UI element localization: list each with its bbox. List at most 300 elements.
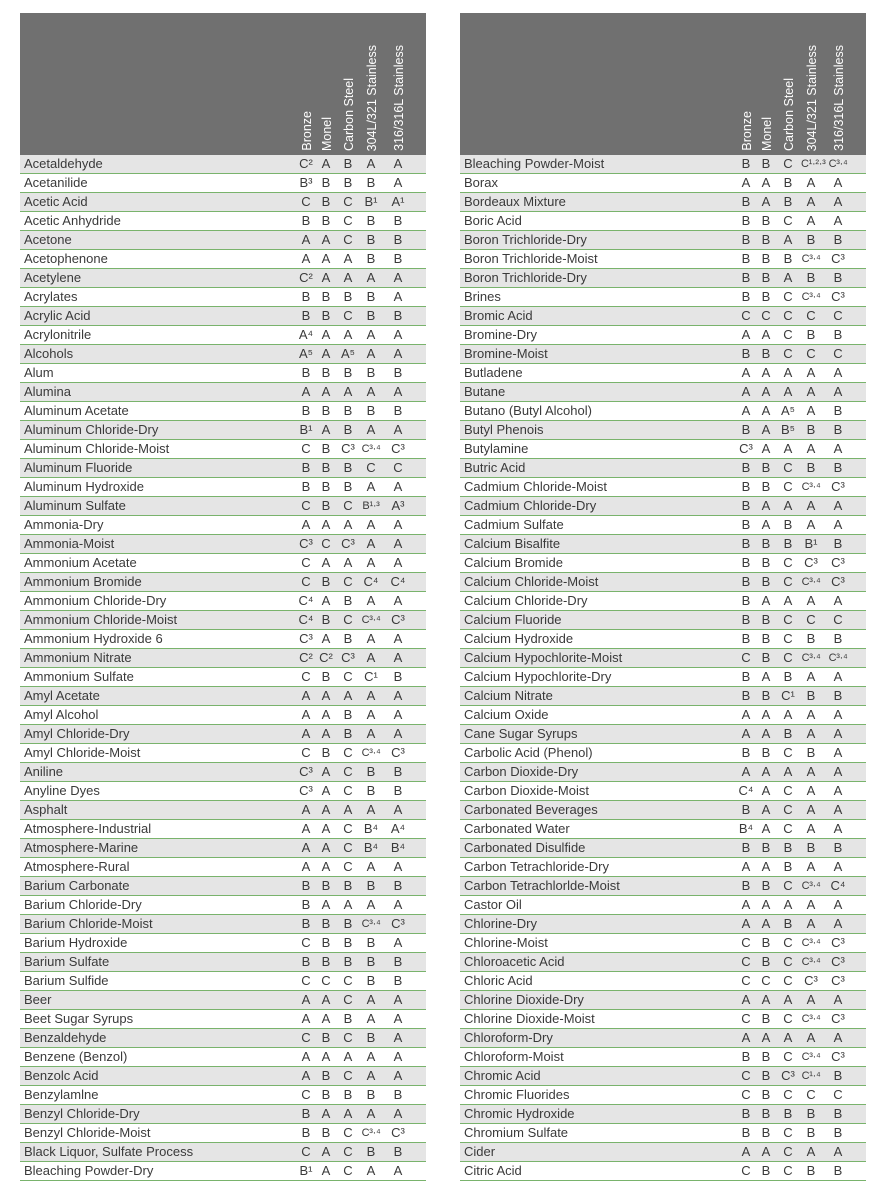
rating-cell: B: [761, 232, 771, 247]
table-row: [20, 383, 426, 402]
chemical-name: Acrylates: [24, 289, 78, 304]
chemical-name: Borax: [464, 175, 498, 190]
rating-cell: A: [783, 498, 793, 513]
rating-cell: A: [301, 821, 311, 836]
rating-cell: A: [366, 346, 376, 361]
table-row: [20, 1162, 426, 1181]
table-row: [460, 744, 866, 763]
table-row: [20, 915, 426, 934]
rating-cell: B: [741, 422, 751, 437]
rating-cell: B: [343, 403, 353, 418]
rating-cell: A: [321, 840, 331, 855]
rating-cell: C: [343, 232, 353, 247]
rating-cell: B: [366, 289, 376, 304]
rating-cell: C: [366, 460, 376, 475]
table-row: [460, 250, 866, 269]
table-row: [20, 744, 426, 763]
rating-cell: C³: [391, 916, 405, 931]
rating-cell: A: [321, 726, 331, 741]
rating-cell: B: [343, 954, 353, 969]
rating-cell: B: [301, 1106, 311, 1121]
table-row: [20, 953, 426, 972]
rating-cell: C: [301, 745, 311, 760]
table-row: [460, 592, 866, 611]
rating-cell: B¹: [364, 194, 378, 209]
rating-cell: A: [806, 1030, 816, 1045]
rating-cell: B: [741, 802, 751, 817]
rating-cell: C: [783, 555, 793, 570]
rating-cell: A: [321, 783, 331, 798]
chemical-name: Acetic Anhydride: [24, 213, 121, 228]
chemical-name: Bromine-Moist: [464, 346, 548, 361]
chemical-name: Chromic Acid: [464, 1068, 541, 1083]
rating-cell: A: [321, 517, 331, 532]
rating-cell: B: [366, 1030, 376, 1045]
chemical-name: Bromic Acid: [464, 308, 533, 323]
rating-cell: A: [393, 650, 403, 665]
table-row: [460, 155, 866, 174]
table-row: [460, 212, 866, 231]
rating-cell: C: [301, 1087, 311, 1102]
rating-cell: C: [301, 973, 311, 988]
rating-cell: A: [343, 802, 353, 817]
rating-cell: A: [741, 707, 751, 722]
rating-cell: C: [343, 745, 353, 760]
rating-cell: C²: [299, 156, 313, 171]
rating-cell: A: [806, 783, 816, 798]
rating-cell: A: [806, 821, 816, 836]
rating-cell: A: [393, 175, 403, 190]
table-row: [20, 896, 426, 915]
table-row: [20, 364, 426, 383]
rating-cell: B: [321, 1087, 331, 1102]
rating-cell: B: [301, 954, 311, 969]
rating-cell: B: [761, 251, 771, 266]
chemical-name: Acrylonitrile: [24, 327, 92, 342]
rating-cell: A: [741, 992, 751, 1007]
rating-cell: A: [366, 897, 376, 912]
rating-cell: B: [321, 308, 331, 323]
table-row: [20, 440, 426, 459]
rating-cell: C¹·²·³: [801, 158, 826, 170]
rating-cell: A: [783, 1030, 793, 1045]
rating-cell: B: [301, 308, 311, 323]
rating-cell: A⁴: [298, 327, 314, 342]
rating-cell: C³: [341, 650, 355, 665]
rating-cell: B: [343, 175, 353, 190]
rating-cell: A: [833, 194, 843, 209]
chemical-name: Calcium Chloride-Dry: [464, 593, 588, 608]
table-row: [460, 915, 866, 934]
rating-cell: A: [806, 859, 816, 874]
rating-cell: C: [783, 156, 793, 171]
rating-cell: A: [806, 1144, 816, 1159]
rating-cell: C³: [831, 954, 845, 969]
table-row: [20, 174, 426, 193]
rating-cell: A: [393, 1049, 403, 1064]
rating-cell: A: [321, 327, 331, 342]
table-row: [460, 953, 866, 972]
rating-cell: B: [833, 460, 843, 475]
rating-cell: A: [761, 669, 771, 684]
rating-cell: B: [741, 213, 751, 228]
rating-cell: B: [343, 707, 353, 722]
table-row: [20, 725, 426, 744]
rating-cell: B: [761, 1011, 771, 1026]
rating-cell: A: [393, 992, 403, 1007]
rating-cell: B: [366, 764, 376, 779]
chemical-name: Chloric Acid: [464, 973, 533, 988]
rating-cell: A: [393, 270, 403, 285]
rating-cell: A³: [391, 498, 405, 513]
rating-cell: B⁴: [738, 821, 754, 836]
rating-cell: A: [393, 631, 403, 646]
table-row: [460, 839, 866, 858]
rating-cell: B: [393, 669, 403, 684]
table-row: [20, 706, 426, 725]
rating-cell: A: [741, 726, 751, 741]
rating-cell: B: [321, 289, 331, 304]
rating-cell: A: [806, 175, 816, 190]
compatibility-table-left: [20, 13, 426, 1181]
table-row: [20, 972, 426, 991]
rating-cell: A: [806, 897, 816, 912]
table-row: [20, 212, 426, 231]
rating-cell: C¹: [781, 688, 795, 703]
chemical-name: Cadmium Chloride-Moist: [464, 479, 608, 494]
column-header-carbon-steel: Carbon Steel: [782, 78, 796, 151]
rating-cell: A: [783, 270, 793, 285]
rating-cell: B: [741, 612, 751, 627]
rating-cell: A: [393, 346, 403, 361]
rating-cell: B: [783, 669, 793, 684]
rating-cell: B: [761, 745, 771, 760]
rating-cell: B: [741, 878, 751, 893]
rating-cell: A: [833, 1144, 843, 1159]
table-row: [460, 307, 866, 326]
rating-cell: B: [343, 631, 353, 646]
rating-cell: C: [343, 1068, 353, 1083]
table-row: [20, 877, 426, 896]
table-row: [20, 1029, 426, 1048]
rating-cell: C: [783, 289, 793, 304]
table-row: [20, 269, 426, 288]
rating-cell: A: [366, 1068, 376, 1083]
table-row: [460, 1105, 866, 1124]
rating-cell: C: [343, 308, 353, 323]
rating-cell: A: [393, 593, 403, 608]
table-row: [20, 402, 426, 421]
rating-cell: A: [806, 669, 816, 684]
rating-cell: B: [366, 213, 376, 228]
rating-cell: B: [321, 574, 331, 589]
rating-cell: B: [783, 916, 793, 931]
table-row: [20, 934, 426, 953]
rating-cell: C³·⁴: [361, 614, 381, 626]
rating-cell: B: [806, 745, 816, 760]
rating-cell: C³·⁴: [361, 443, 381, 455]
rating-cell: A: [393, 1068, 403, 1083]
rating-cell: B: [783, 536, 793, 551]
table-row: [20, 307, 426, 326]
rating-cell: B: [393, 403, 403, 418]
rating-cell: C³: [831, 479, 845, 494]
rating-cell: A: [321, 859, 331, 874]
rating-cell: A: [343, 555, 353, 570]
rating-cell: B: [741, 536, 751, 551]
rating-cell: C: [343, 612, 353, 627]
chemical-name: Calcium Chloride-Moist: [464, 574, 599, 589]
rating-cell: C: [301, 498, 311, 513]
rating-cell: B: [833, 631, 843, 646]
table-row: [20, 1086, 426, 1105]
rating-cell: C: [301, 441, 311, 456]
rating-cell: A: [393, 1106, 403, 1121]
chemical-name: Citric Acid: [464, 1163, 522, 1178]
table-row: [460, 497, 866, 516]
table-row: [460, 1010, 866, 1029]
table-row: [460, 364, 866, 383]
rating-cell: A: [393, 897, 403, 912]
rating-cell: C: [783, 346, 793, 361]
rating-cell: A: [321, 251, 331, 266]
rating-cell: B: [343, 878, 353, 893]
rating-cell: A: [761, 821, 771, 836]
rating-cell: A: [741, 384, 751, 399]
rating-cell: B: [366, 232, 376, 247]
rating-cell: B: [761, 840, 771, 855]
rating-cell: B: [761, 1125, 771, 1140]
rating-cell: C³: [299, 764, 313, 779]
table-row: [460, 440, 866, 459]
chemical-name: Atmosphere-Industrial: [24, 821, 152, 836]
rating-cell: C: [343, 859, 353, 874]
rating-cell: A: [761, 707, 771, 722]
column-header-carbon-steel: Carbon Steel: [342, 78, 356, 151]
rating-cell: B: [321, 403, 331, 418]
rating-cell: C: [783, 1011, 793, 1026]
chemical-name: Atmosphere-Marine: [24, 840, 139, 855]
rating-cell: C³: [831, 973, 845, 988]
rating-cell: A⁵: [298, 346, 314, 361]
rating-cell: A: [761, 726, 771, 741]
rating-cell: A: [761, 897, 771, 912]
rating-cell: A: [761, 175, 771, 190]
rating-cell: B: [806, 840, 816, 855]
rating-cell: A: [321, 802, 331, 817]
rating-cell: A: [393, 859, 403, 874]
chemical-name: Cadmium Sulfate: [464, 517, 564, 532]
rating-cell: A: [783, 707, 793, 722]
chemical-name: Butano (Butyl Alcohol): [464, 403, 592, 418]
rating-cell: A: [761, 992, 771, 1007]
rating-cell: C: [833, 612, 843, 627]
rating-cell: B: [833, 403, 843, 418]
chemical-name: Carbon Tetrachlorlde-Moist: [464, 878, 620, 893]
chemical-name: Butladene: [464, 365, 523, 380]
rating-cell: B: [321, 1125, 331, 1140]
rating-cell: C: [741, 650, 751, 665]
rating-cell: B: [741, 688, 751, 703]
rating-cell: A: [833, 897, 843, 912]
rating-cell: A: [321, 1144, 331, 1159]
table-row: [20, 535, 426, 554]
rating-cell: B: [393, 365, 403, 380]
rating-cell: C: [833, 1087, 843, 1102]
rating-cell: C³: [831, 935, 845, 950]
rating-cell: B: [343, 479, 353, 494]
table-row: [20, 288, 426, 307]
table-row: [20, 231, 426, 250]
rating-cell: C: [343, 669, 353, 684]
column-header-bronze: Bronze: [740, 111, 754, 151]
rating-cell: B: [301, 1125, 311, 1140]
rating-cell: C: [783, 973, 793, 988]
rating-cell: C⁴: [298, 593, 314, 608]
chemical-name: Chromic Fluorides: [464, 1087, 570, 1102]
rating-cell: A: [783, 441, 793, 456]
rating-cell: C: [783, 1144, 793, 1159]
rating-cell: A: [366, 327, 376, 342]
rating-cell: C³: [781, 1068, 795, 1083]
table-row: [20, 820, 426, 839]
rating-cell: A: [301, 1068, 311, 1083]
rating-cell: A: [806, 365, 816, 380]
rating-cell: C³: [391, 1125, 405, 1140]
rating-cell: C: [783, 650, 793, 665]
chemical-name: Benzyl Chloride-Dry: [24, 1106, 140, 1121]
chemical-name: Ammonia-Dry: [24, 517, 104, 532]
rating-cell: B: [321, 194, 331, 209]
rating-cell: C: [343, 1125, 353, 1140]
chemical-name: Aniline: [24, 764, 64, 779]
rating-cell: B: [761, 213, 771, 228]
rating-cell: B¹: [804, 536, 818, 551]
rating-cell: C: [783, 631, 793, 646]
rating-cell: A⁴: [390, 821, 406, 836]
chemical-name: Barium Chloride-Moist: [24, 916, 153, 931]
chemical-name: Chlorine-Dry: [464, 916, 537, 931]
rating-cell: C⁴: [390, 574, 406, 589]
rating-cell: B: [783, 517, 793, 532]
rating-cell: A: [833, 213, 843, 228]
rating-cell: A: [366, 593, 376, 608]
rating-cell: A: [833, 365, 843, 380]
rating-cell: A: [321, 1049, 331, 1064]
chemical-name: Benzyl Chloride-Moist: [24, 1125, 151, 1140]
chemical-name: Calcium Hypochlorite-Dry: [464, 669, 612, 684]
rating-cell: B: [761, 1106, 771, 1121]
rating-cell: A: [393, 156, 403, 171]
rating-cell: B: [741, 631, 751, 646]
rating-cell: A: [301, 840, 311, 855]
rating-cell: A: [343, 251, 353, 266]
rating-cell: A: [301, 688, 311, 703]
table-row: [460, 516, 866, 535]
rating-cell: B: [366, 973, 376, 988]
table-row: [460, 402, 866, 421]
chemical-name: Cane Sugar Syrups: [464, 726, 578, 741]
rating-cell: C: [783, 1087, 793, 1102]
table-row: [460, 1067, 866, 1086]
rating-cell: B: [301, 878, 311, 893]
chemical-name: Aluminum Acetate: [24, 403, 129, 418]
rating-cell: B: [761, 555, 771, 570]
rating-cell: A: [761, 593, 771, 608]
rating-cell: C³: [341, 536, 355, 551]
table-body: [460, 155, 866, 1181]
rating-cell: A: [833, 764, 843, 779]
rating-cell: B: [761, 270, 771, 285]
rating-cell: B: [761, 650, 771, 665]
table-row: [20, 193, 426, 212]
rating-cell: A: [366, 384, 376, 399]
rating-cell: A: [366, 650, 376, 665]
table-row: [20, 782, 426, 801]
rating-cell: B: [741, 517, 751, 532]
chemical-name: Calcium Bisalfite: [464, 536, 561, 551]
rating-cell: A: [321, 631, 331, 646]
rating-cell: A: [833, 707, 843, 722]
rating-cell: B: [806, 327, 816, 342]
rating-cell: A: [321, 688, 331, 703]
chemical-name: Chloroacetic Acid: [464, 954, 565, 969]
chemical-name: Calcium Fluoride: [464, 612, 562, 627]
rating-cell: A: [366, 555, 376, 570]
table-row: [20, 630, 426, 649]
rating-cell: A: [393, 479, 403, 494]
rating-cell: A: [741, 1030, 751, 1045]
rating-cell: B: [761, 156, 771, 171]
rating-cell: A: [833, 593, 843, 608]
rating-cell: A: [366, 1011, 376, 1026]
chemical-name: Barium Hydroxide: [24, 935, 128, 950]
chemical-name: Bleaching Powder-Moist: [464, 156, 605, 171]
rating-cell: B: [741, 555, 751, 570]
chemical-name: Chlorine Dioxide-Dry: [464, 992, 584, 1007]
rating-cell: B: [393, 973, 403, 988]
rating-cell: B: [761, 536, 771, 551]
rating-cell: C: [343, 973, 353, 988]
rating-cell: A: [321, 764, 331, 779]
rating-cell: C³·⁴: [801, 880, 821, 892]
rating-cell: B¹: [299, 422, 313, 437]
rating-cell: A: [806, 916, 816, 931]
rating-cell: B: [366, 403, 376, 418]
rating-cell: C: [343, 213, 353, 228]
rating-cell: C: [783, 308, 793, 323]
table-row: [460, 725, 866, 744]
chemical-name: Barium Carbonate: [24, 878, 130, 893]
rating-cell: B: [783, 726, 793, 741]
table-row: [460, 269, 866, 288]
chemical-name: Amyl Chloride-Moist: [24, 745, 141, 760]
rating-cell: B: [761, 688, 771, 703]
rating-cell: B: [741, 498, 751, 513]
rating-cell: A: [321, 707, 331, 722]
rating-cell: B: [741, 194, 751, 209]
rating-cell: C⁴: [738, 783, 754, 798]
chemical-name: Calcium Oxide: [464, 707, 549, 722]
table-row: [460, 231, 866, 250]
table-row: [460, 630, 866, 649]
rating-cell: B: [833, 422, 843, 437]
rating-cell: C³: [299, 631, 313, 646]
rating-cell: B: [833, 1106, 843, 1121]
rating-cell: B: [741, 460, 751, 475]
chemical-name: Bleaching Powder-Dry: [24, 1163, 154, 1178]
table-body: [20, 155, 426, 1181]
